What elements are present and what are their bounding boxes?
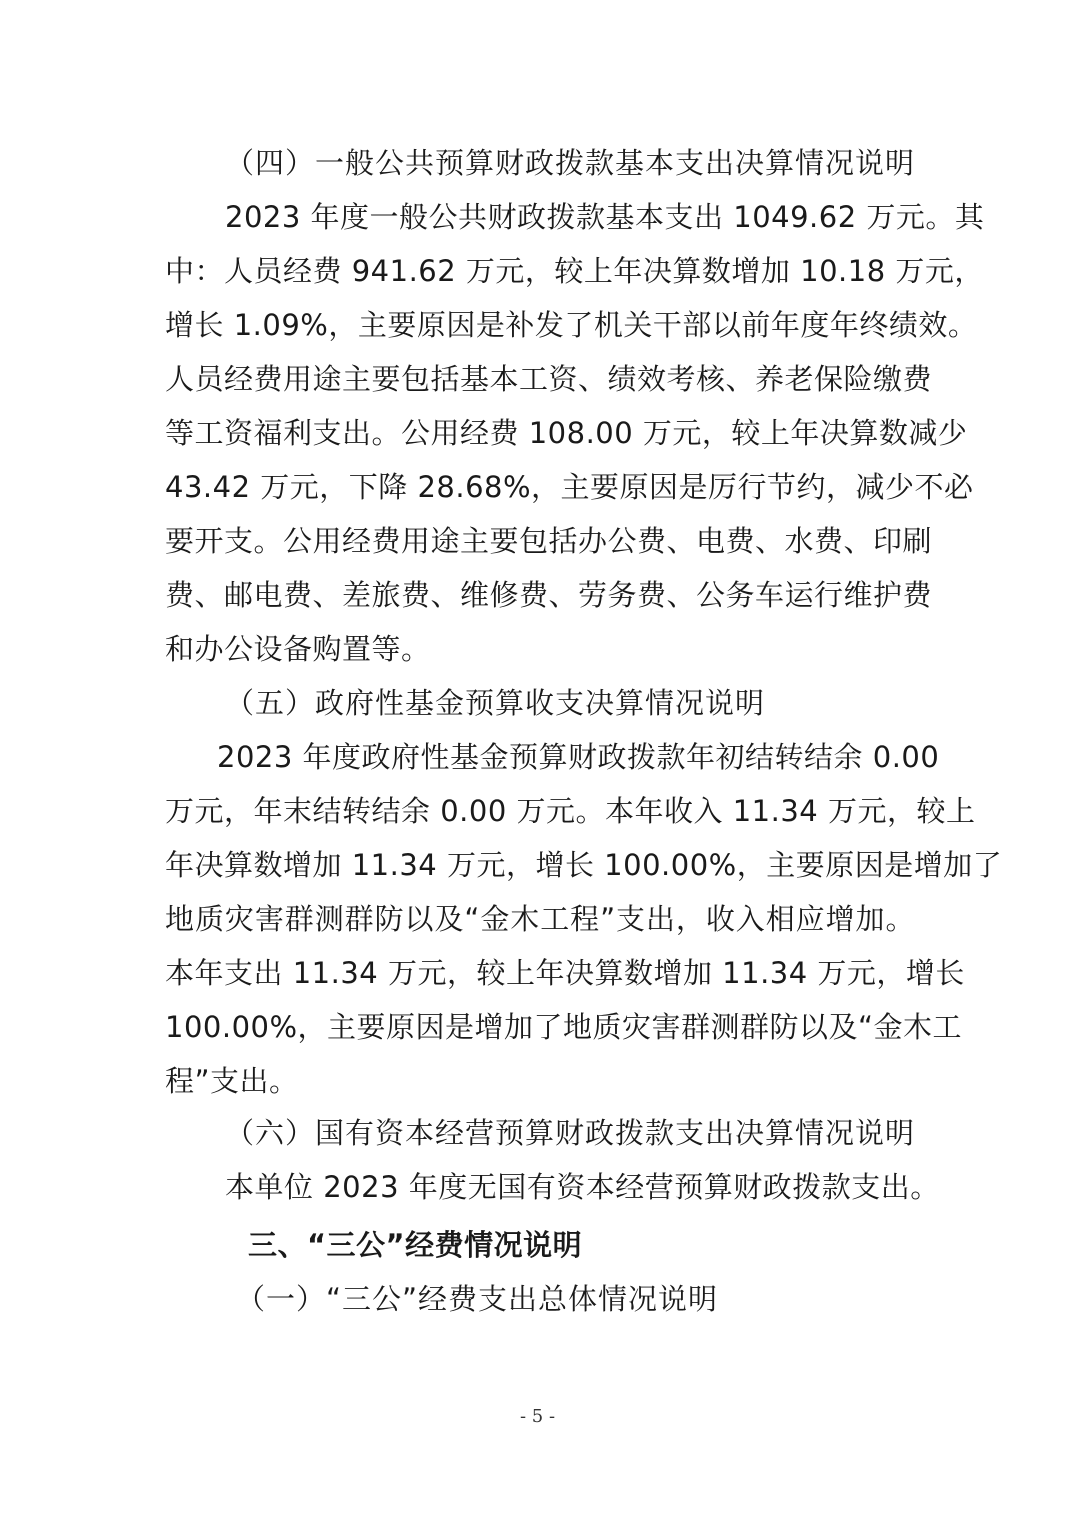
section5-heading: （五）政府性基金预算收支决算情况说明: [225, 686, 766, 720]
section6-heading: （六）国有资本经营预算财政拨款支出决算情况说明: [225, 1116, 916, 1150]
section4-line-1: 2023 年度一般公共财政拨款基本支出 1049.62 万元。其: [225, 200, 985, 234]
section5-line-5: 本年支出 11.34 万元，较上年决算数增加 11.34 万元，增长: [165, 956, 965, 990]
section4-heading: （四）一般公共预算财政拨款基本支出决算情况说明: [225, 146, 916, 180]
section5-line-6: 100.00%，主要原因是增加了地质灾害群测群防以及“金木工: [165, 1010, 963, 1044]
section4-line-3: 增长 1.09%，主要原因是补发了机关干部以前年度年终绩效。: [165, 308, 978, 342]
section4-line-2: 中：人员经费 941.62 万元，较上年决算数增加 10.18 万元，: [165, 254, 984, 288]
section5-line-4: 地质灾害群测群防以及“金木工程”支出，收入相应增加。: [165, 902, 915, 936]
section4-line-9: 和办公设备购置等。: [165, 632, 431, 666]
section5-line-1: 2023 年度政府性基金预算财政拨款年初结转结余 0.00: [217, 740, 940, 774]
part3-heading: 三、“三公”经费情况说明: [248, 1228, 583, 1262]
part3-sub1-heading: （一）“三公”经费支出总体情况说明: [236, 1282, 719, 1316]
section6-line-1: 本单位 2023 年度无国有资本经营预算财政拨款支出。: [225, 1170, 940, 1204]
section5-line-2: 万元，年末结转结余 0.00 万元。本年收入 11.34 万元，较上: [165, 794, 976, 828]
section4-line-6: 43.42 万元，下降 28.68%，主要原因是厉行节约，减少不必: [165, 470, 974, 504]
section4-line-7: 要开支。公用经费用途主要包括办公费、电费、水费、印刷: [165, 524, 933, 558]
section5-line-7: 程”支出。: [165, 1064, 299, 1098]
section4-line-5: 等工资福利支出。公用经费 108.00 万元，较上年决算数减少: [165, 416, 968, 450]
section5-line-3: 年决算数增加 11.34 万元，增长 100.00%，主要原因是增加了: [165, 848, 1003, 882]
page-number: - 5 -: [519, 1406, 556, 1427]
section4-line-4: 人员经费用途主要包括基本工资、绩效考核、养老保险缴费: [165, 362, 933, 396]
section4-line-8: 费、邮电费、差旅费、维修费、劳务费、公务车运行维护费: [165, 578, 933, 612]
